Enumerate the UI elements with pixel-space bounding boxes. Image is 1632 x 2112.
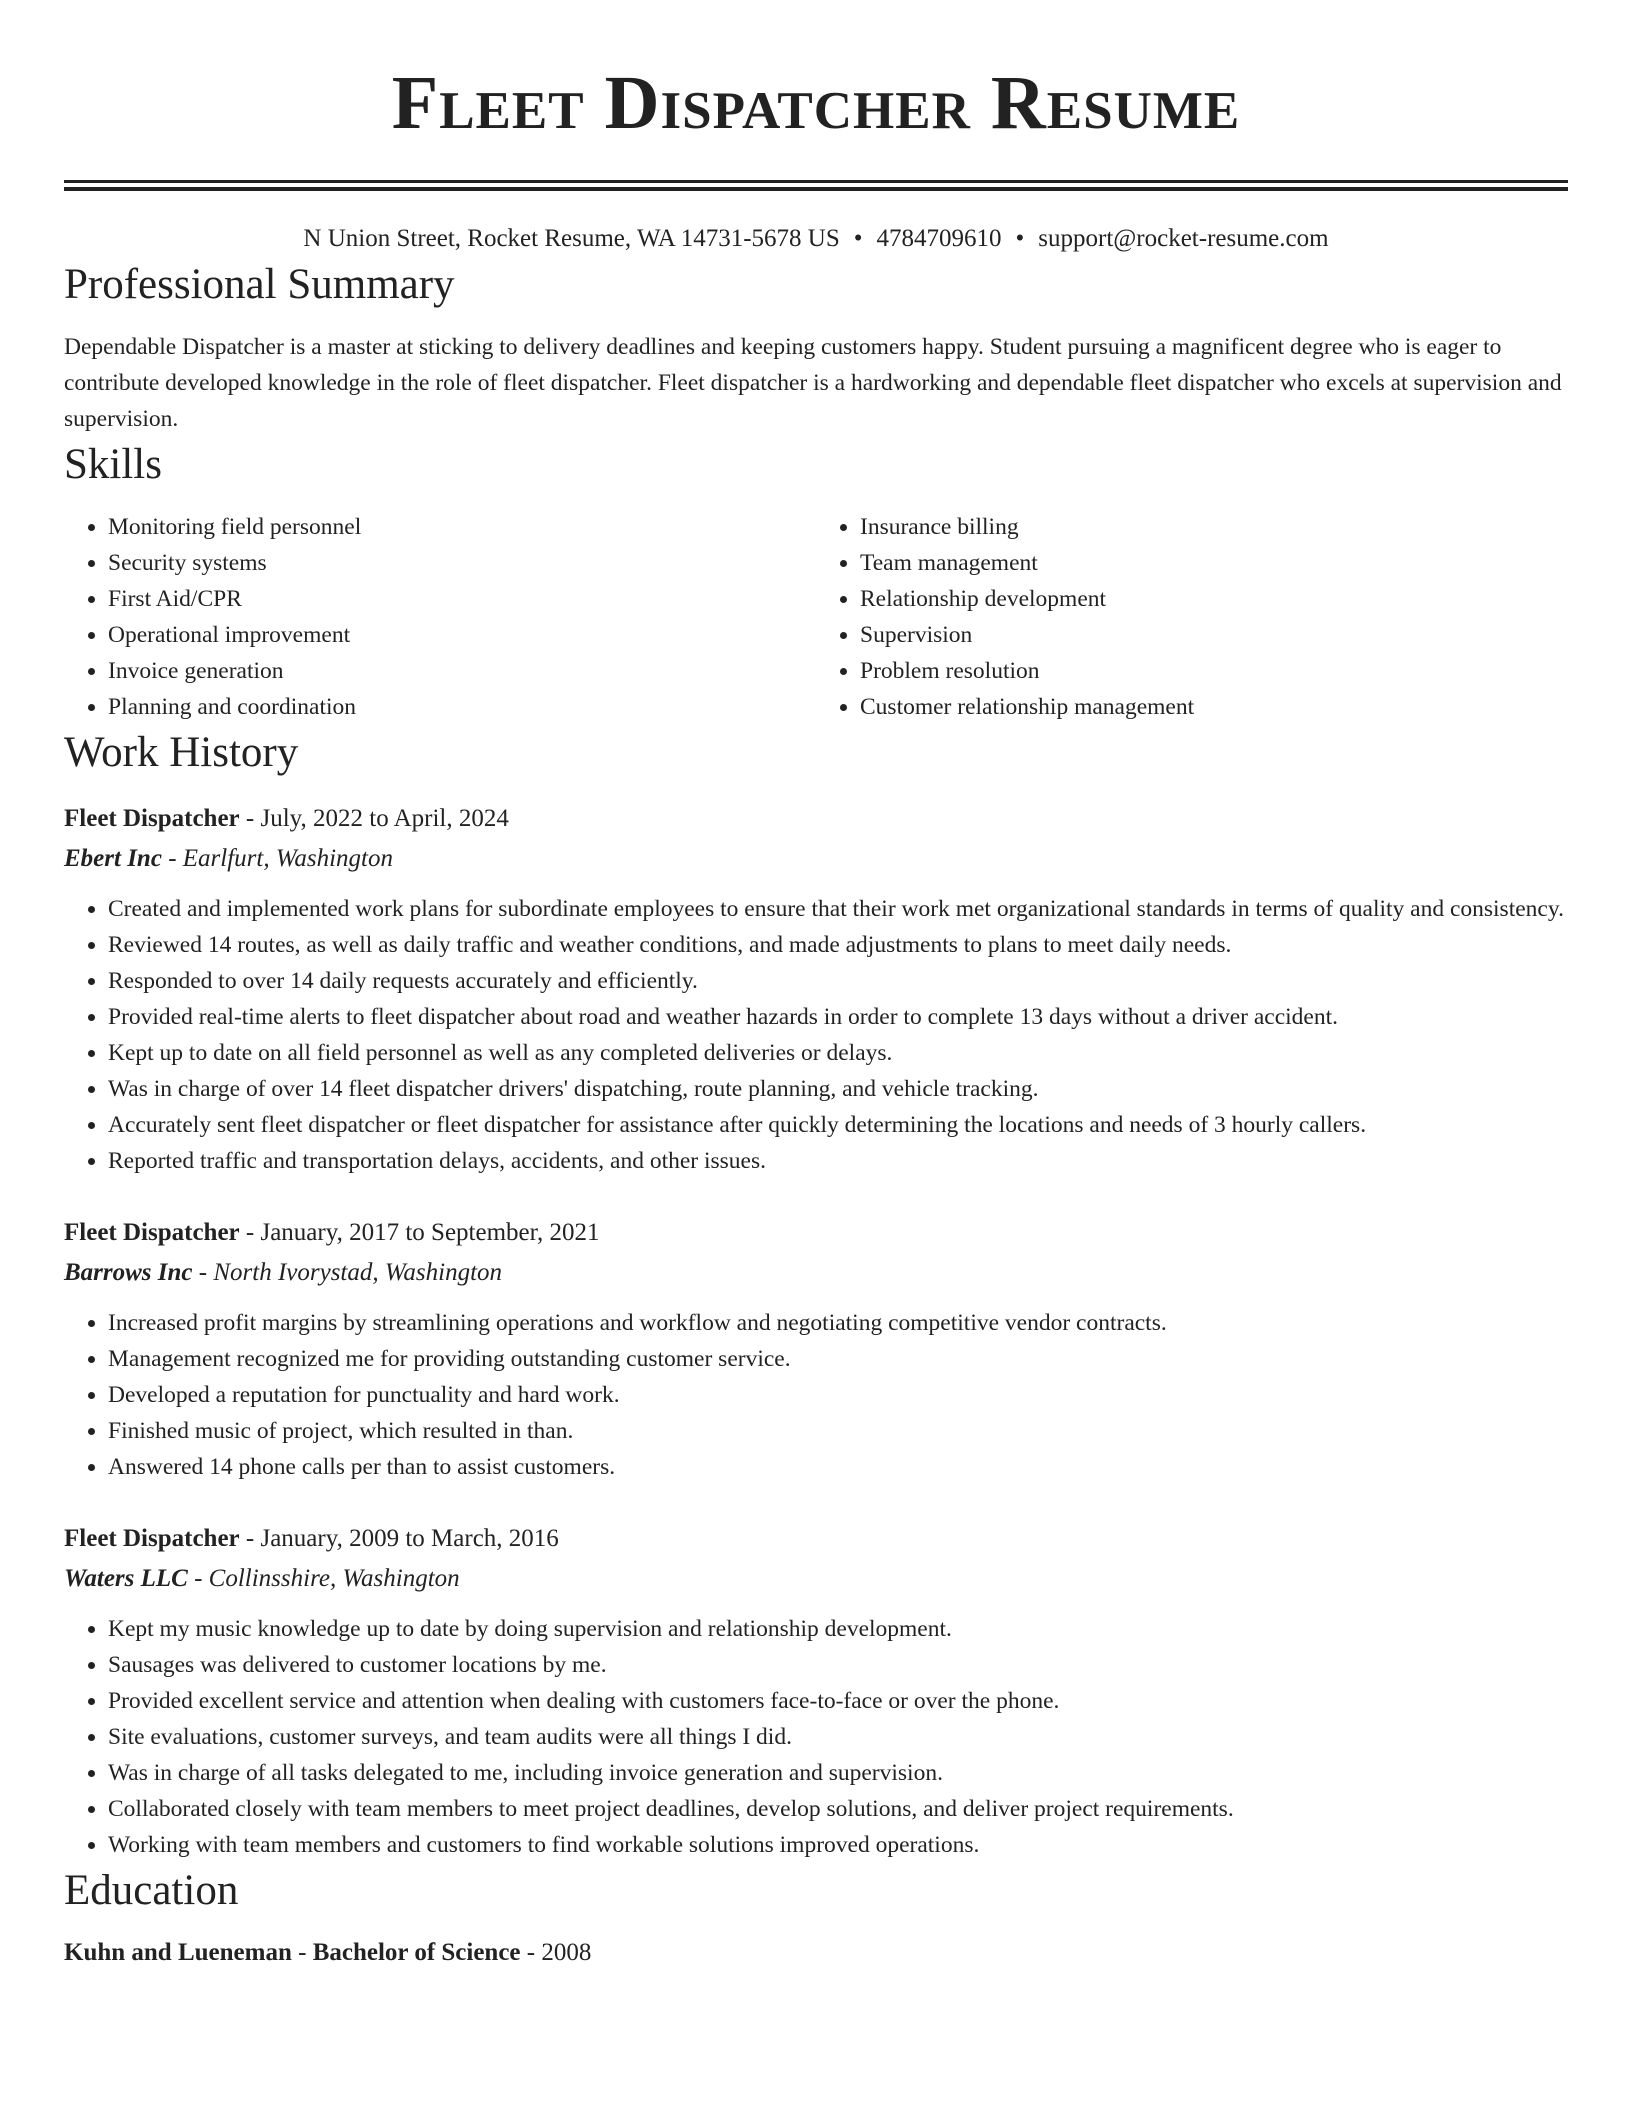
skill-item: • First Aid/CPR [108,581,816,617]
contact-separator: • [1015,225,1025,252]
duty-item: • Working with team members and customers to find workable solutions improved operations. [108,1827,1568,1863]
job-dash: - [192,1259,214,1286]
skill-item: • Monitoring field personnel [108,509,816,545]
job-title-line [64,1519,1568,1559]
title-divider [64,180,1568,191]
job-title-line [64,1213,1568,1253]
resume-title: Fleet Dispatcher Resume [391,61,1241,145]
job-company: Barrows Inc [64,1259,193,1286]
summary-heading: Professional Summary [64,261,455,308]
duty-item: • Reported traffic and transportation delays, accidents, and other issues. [108,1143,1568,1179]
job-company: Ebert Inc [64,845,162,872]
skill-item: • Operational improvement [108,617,816,653]
job-entry [64,799,1568,1179]
job-entry [64,1519,1568,1863]
skill-item: • Supervision [860,617,1568,653]
job-entry [64,1213,1568,1485]
education-entry [64,1933,1568,1973]
job-dash: - [161,845,183,872]
job-location: Earlfurt, Washington [182,845,393,872]
duty-item: • Responded to over 14 daily requests accurately and efficiently. [108,963,1568,999]
job-dash: - [187,1565,209,1592]
skills-column-left [64,509,816,725]
education-degree: Bachelor of Science [312,1939,521,1966]
education-year: 2008 [541,1939,592,1966]
contact-line [64,221,1568,257]
duty-item: • Answered 14 phone calls per than to assist customers. [108,1449,1568,1485]
job-company-line [64,1253,1568,1293]
duty-item: • Was in charge of all tasks delegated to me, including invoice generation and supervision. [108,1755,1568,1791]
duty-item: • Kept my music knowledge up to date by doing supervision and relationship development. [108,1611,1568,1647]
duty-item: • Was in charge of over 14 fleet dispatcher drivers' dispatching, route planning, and vehicle tracking. [108,1071,1568,1107]
job-company: Waters LLC [64,1565,188,1592]
summary-text: Dependable Dispatcher is a master at sticking to delivery deadlines and keeping customers happy. Student pursuing a magnificent degree who is eager to contribute developed knowledge in the role of fleet dispatcher. Fleet dispatcher is a hardworking and dependable fleet dispatcher who excels at supervision and supervision. [64,334,1562,432]
job-title: Fleet Dispatcher [64,1219,240,1246]
skill-item: • Customer relationship management [860,689,1568,725]
contact-separator: • [853,225,863,252]
job-dates: January, 2009 to March, 2016 [260,1525,559,1552]
education-dash: - [520,1939,542,1966]
duty-item: • Kept up to date on all field personnel as well as any completed deliveries or delays. [108,1035,1568,1071]
duty-item: • Sausages was delivered to customer locations by me. [108,1647,1568,1683]
duty-item: • Provided real-time alerts to fleet dispatcher about road and weather hazards in order to complete 13 days without a driver accident. [108,999,1568,1035]
job-title: Fleet Dispatcher [64,805,240,832]
skill-item: • Relationship development [860,581,1568,617]
duty-item: • Increased profit margins by streamlining operations and workflow and negotiating competitive vendor contracts. [108,1305,1568,1341]
skill-item: • Invoice generation [108,653,816,689]
duty-item: • Management recognized me for providing outstanding customer service. [108,1341,1568,1377]
work-history-heading: Work History [64,729,299,776]
job-duties [64,1305,1568,1485]
skills-column-right [816,509,1568,725]
job-dates: July, 2022 to April, 2024 [260,805,509,832]
job-dash: - [239,1525,261,1552]
skills-list [64,509,1568,725]
job-title-line [64,799,1568,839]
duty-item: • Reviewed 14 routes, as well as daily traffic and weather conditions, and made adjustments to plans to meet daily needs. [108,927,1568,963]
contact-phone: 4784709610 [876,225,1002,252]
duty-item: • Developed a reputation for punctuality and hard work. [108,1377,1568,1413]
duty-item: • Site evaluations, customer surveys, and team audits were all things I did. [108,1719,1568,1755]
education-school: Kuhn and Lueneman [64,1939,292,1966]
skill-item: • Planning and coordination [108,689,816,725]
job-title: Fleet Dispatcher [64,1525,240,1552]
skill-item: • Security systems [108,545,816,581]
job-dates: January, 2017 to September, 2021 [260,1219,600,1246]
education-dash: - [291,1939,313,1966]
job-dash: - [239,1219,261,1246]
contact-address: N Union Street, Rocket Resume, WA 14731-5678 US [303,225,840,252]
job-duties [64,891,1568,1179]
job-location: Collinsshire, Washington [208,1565,460,1592]
contact-email: support@rocket-resume.com [1038,225,1329,252]
duty-item: • Finished music of project, which resulted in than. [108,1413,1568,1449]
skill-item: • Insurance billing [860,509,1568,545]
job-company-line [64,1559,1568,1599]
job-dash: - [239,805,261,832]
duty-item: • Accurately sent fleet dispatcher or fleet dispatcher for assistance after quickly determining the locations and needs of 3 hourly callers. [108,1107,1568,1143]
job-duties [64,1611,1568,1863]
duty-item: • Created and implemented work plans for subordinate employees to ensure that their work met organizational standards in terms of quality and consistency. [108,891,1568,927]
job-company-line [64,839,1568,879]
job-location: North Ivorystad, Washington [213,1259,503,1286]
skills-heading: Skills [64,441,162,488]
education-heading: Education [64,1867,239,1914]
duty-item: • Provided excellent service and attention when dealing with customers face-to-face or over the phone. [108,1683,1568,1719]
skill-item: • Team management [860,545,1568,581]
duty-item: • Collaborated closely with team members to meet project deadlines, develop solutions, and deliver project requirements. [108,1791,1568,1827]
skill-item: • Problem resolution [860,653,1568,689]
